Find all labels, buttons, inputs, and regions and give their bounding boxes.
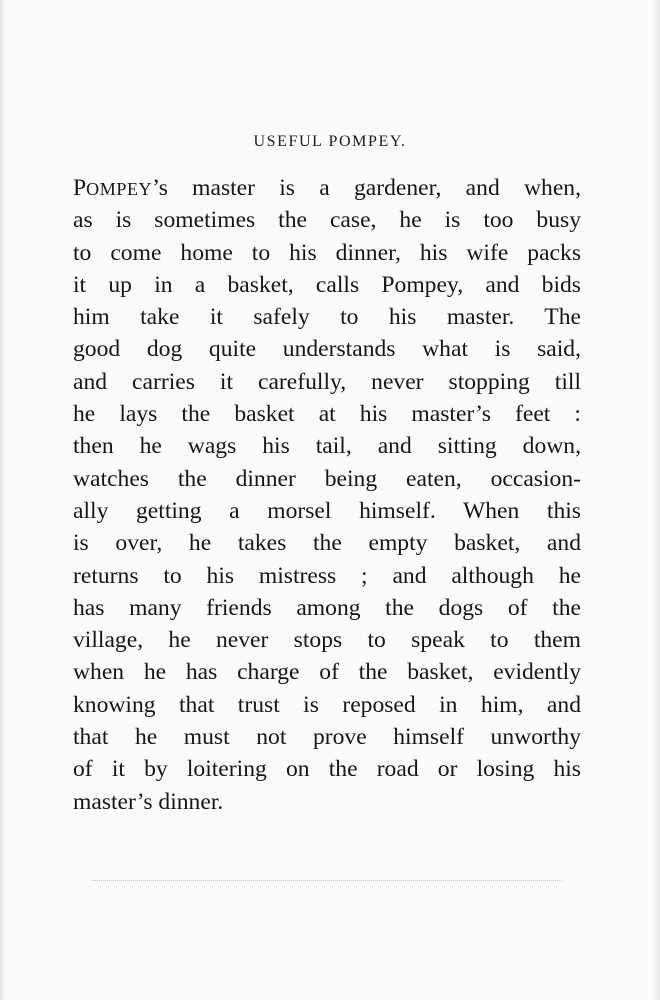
paragraph-line: when he has charge of the basket, evidently [73,659,581,686]
paragraph-line: good dog quite understands what is said, [73,336,581,363]
paragraph-line: ally getting a morsel himself. When this [73,497,581,524]
paragraph-line: then he wags his tail, and sitting down, [73,433,581,460]
small-caps-initial: P [73,175,87,201]
paragraph-line: it up in a basket, calls Pompey, and bids [73,271,581,298]
paragraph-line: returns to his mistress ; and although he [73,562,581,589]
line-text: ’s master is a gardener, and when, [152,175,581,201]
paragraph-line: he lays the basket at his master’s feet : [73,401,581,428]
paragraph-line: of it by loitering on the road or losing his [73,756,581,783]
small-caps-rest: OMPEY [86,179,153,199]
story-paragraph [73,172,581,818]
paragraph-line: and carries it carefully, never stopping till [73,368,581,395]
running-head: USEFUL POMPEY. [253,133,407,150]
paragraph-line: has many friends among the dogs of the [73,594,581,621]
paragraph-line: that he must not prove himself unworthy [73,724,581,751]
paragraph-line-last: master’s dinner. [73,788,224,815]
faint-page-rule [92,880,562,881]
paragraph-line: is over, he takes the empty basket, and [73,530,581,557]
paragraph-line: knowing that trust is reposed in him, and [73,691,581,718]
paragraph-line [73,172,581,204]
paragraph-line: watches the dinner being eaten, occasion- [73,465,581,492]
paragraph-line: as is sometimes the case, he is too busy [73,207,581,234]
paragraph-line: village, he never stops to speak to them [73,627,581,654]
paragraph-line: to come home to his dinner, his wife packs [73,239,581,266]
paragraph-line: him take it safely to his master. The [73,304,581,331]
